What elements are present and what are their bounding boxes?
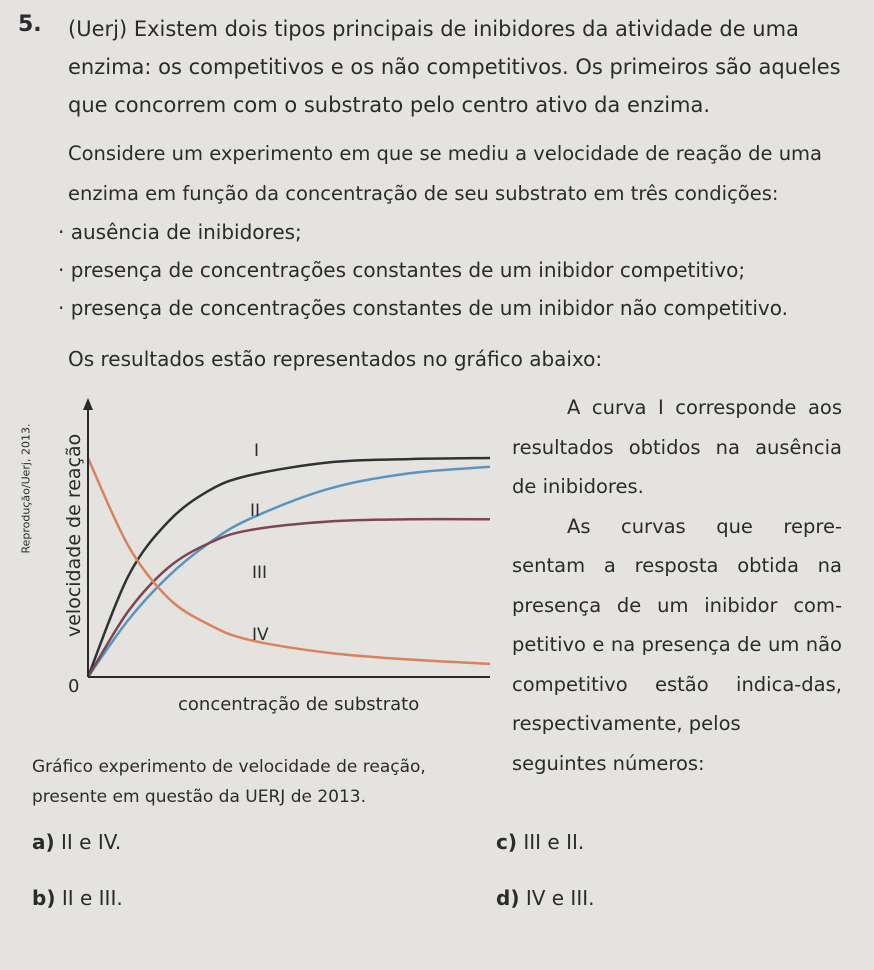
answer-letter: c) [496, 830, 517, 854]
x-axis-label: concentração de substrato [178, 694, 420, 715]
origin-label: 0 [68, 676, 80, 697]
condition-item: · presença de concentrações constantes de um inibidor não competitivo. [58, 296, 788, 320]
context-block [68, 134, 858, 214]
y-axis-arrow [83, 398, 93, 410]
answer-text: IV e III. [525, 886, 595, 910]
curve-label-IV: IV [252, 625, 269, 645]
answer-letter: d) [496, 886, 520, 910]
y-axis-label: velocidade de reação [63, 433, 85, 637]
curve-label-II: II [250, 501, 261, 521]
answer-letter: b) [32, 886, 56, 910]
answer-text: II e IV. [61, 830, 122, 854]
side-text-paragraph-3: seguintes números: [512, 751, 705, 775]
question-text-block [68, 10, 858, 124]
graph-intro: Os resultados estão representados no gráfico abaixo: [68, 347, 603, 371]
figure-caption: Gráfico experimento de velocidade de reação, presente em questão da UERJ de 2013. [32, 757, 426, 807]
reaction-rate-chart [0, 392, 500, 722]
answer-text: III e II. [523, 830, 585, 854]
side-text [512, 388, 842, 783]
curve-label-III: III [252, 563, 268, 583]
curve-label-I: I [254, 441, 260, 461]
question-number: 5. [18, 12, 42, 37]
curve-II [88, 467, 490, 677]
question-text: (Uerj) Existem dois tipos principais de inibidores da atividade de uma enzima: os competitivos e os não competitivos. Os primeiros são aqueles que concorrem com o substrato pelo centro ativo da enzima. [68, 17, 841, 117]
answer-text: II e III. [61, 886, 123, 910]
side-text-paragraph-1: A curva I corresponde aos resultados obtidos na ausência de inibidores. [512, 396, 842, 498]
condition-item: · ausência de inibidores; [58, 220, 302, 244]
answer-option-c[interactable] [496, 830, 584, 854]
answer-option-b[interactable] [32, 886, 123, 910]
answer-letter: a) [32, 830, 55, 854]
condition-item: · presença de concentrações constantes de um inibidor competitivo; [58, 258, 746, 282]
side-text-paragraph-2: As curvas que repre-sentam a resposta obtida na presença de um inibidor com-petitivo e na presença de um não competitivo estão indica-das, respectivamente, pelos [512, 514, 842, 735]
answer-option-a[interactable] [32, 830, 121, 854]
context-text: Considere um experimento em que se mediu a velocidade de reação de uma enzima em função da concentração de seu substrato em três condições: [68, 142, 823, 205]
curve-I [88, 458, 490, 677]
answer-option-d[interactable] [496, 886, 594, 910]
curve-IV [88, 458, 490, 664]
image-credit: Reprodução/Uerj, 2013. [19, 423, 33, 554]
conditions-list [58, 213, 858, 327]
